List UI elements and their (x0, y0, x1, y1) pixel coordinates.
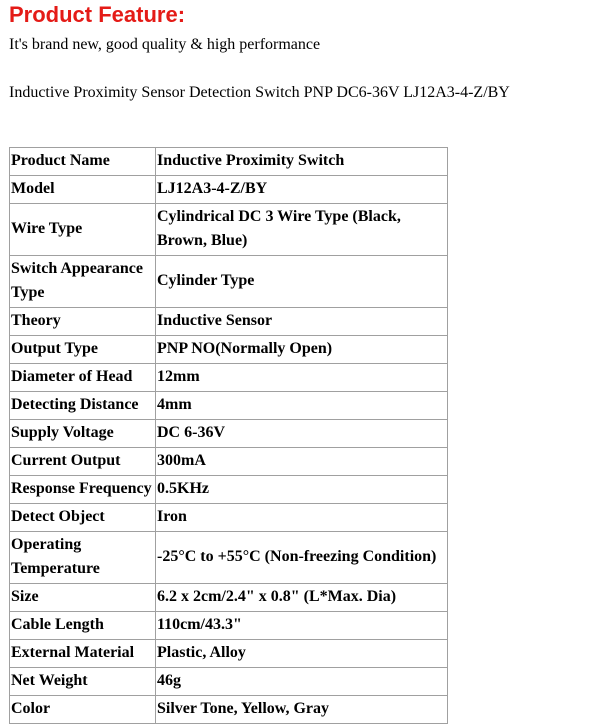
table-row (10, 448, 448, 476)
spec-value: 300mA (156, 448, 448, 476)
spec-value: 4mm (156, 392, 448, 420)
section-heading: Product Feature: (9, 2, 186, 27)
table-row (10, 336, 448, 364)
table-row (10, 668, 448, 696)
spec-value: Plastic, Alloy (156, 640, 448, 668)
spec-label: Supply Voltage (10, 420, 156, 448)
spec-value: LJ12A3-4-Z/BY (156, 176, 448, 204)
product-headline: Inductive Proximity Sensor Detection Switch PNP DC6-36V LJ12A3-4-Z/BY (9, 84, 510, 101)
spec-label: Response Frequency (10, 476, 156, 504)
table-row (10, 148, 448, 176)
spec-value: Cylinder Type (156, 256, 448, 308)
table-row (10, 364, 448, 392)
table-row (10, 476, 448, 504)
spec-value: 6.2 x 2cm/2.4" x 0.8" (L*Max. Dia) (156, 584, 448, 612)
table-row (10, 204, 448, 256)
spec-label: External Material (10, 640, 156, 668)
spec-label: Color (10, 696, 156, 724)
intro-text: It's brand new, good quality & high performance (9, 36, 321, 53)
spec-label: Diameter of Head (10, 364, 156, 392)
spec-label: Detect Object (10, 504, 156, 532)
spec-label: Output Type (10, 336, 156, 364)
spec-label: Switch Appearance Type (10, 256, 156, 308)
spec-value: 46g (156, 668, 448, 696)
spec-label: Operating Temperature (10, 532, 156, 584)
spec-value: Inductive Sensor (156, 308, 448, 336)
spec-table (9, 147, 448, 724)
spec-label: Current Output (10, 448, 156, 476)
spec-value: Silver Tone, Yellow, Gray (156, 696, 448, 724)
spec-label: Cable Length (10, 612, 156, 640)
spec-label: Theory (10, 308, 156, 336)
spec-value: -25°C to +55°C (Non-freezing Condition) (156, 532, 448, 584)
spec-value: PNP NO(Normally Open) (156, 336, 448, 364)
table-row (10, 504, 448, 532)
spec-label: Size (10, 584, 156, 612)
table-row (10, 176, 448, 204)
spec-value: 0.5KHz (156, 476, 448, 504)
table-row (10, 640, 448, 668)
table-row (10, 584, 448, 612)
spec-value: 110cm/43.3" (156, 612, 448, 640)
table-row (10, 532, 448, 584)
spec-label: Detecting Distance (10, 392, 156, 420)
spec-label: Product Name (10, 148, 156, 176)
spec-value: Iron (156, 504, 448, 532)
spec-value: DC 6-36V (156, 420, 448, 448)
table-row (10, 392, 448, 420)
spec-label: Wire Type (10, 204, 156, 256)
spec-label: Model (10, 176, 156, 204)
table-row (10, 612, 448, 640)
table-row (10, 256, 448, 308)
table-row (10, 696, 448, 724)
spec-label: Net Weight (10, 668, 156, 696)
table-row (10, 308, 448, 336)
spec-value: 12mm (156, 364, 448, 392)
spec-value: Cylindrical DC 3 Wire Type (Black, Brown, Blue) (156, 204, 448, 256)
table-row (10, 420, 448, 448)
spec-value: Inductive Proximity Switch (156, 148, 448, 176)
